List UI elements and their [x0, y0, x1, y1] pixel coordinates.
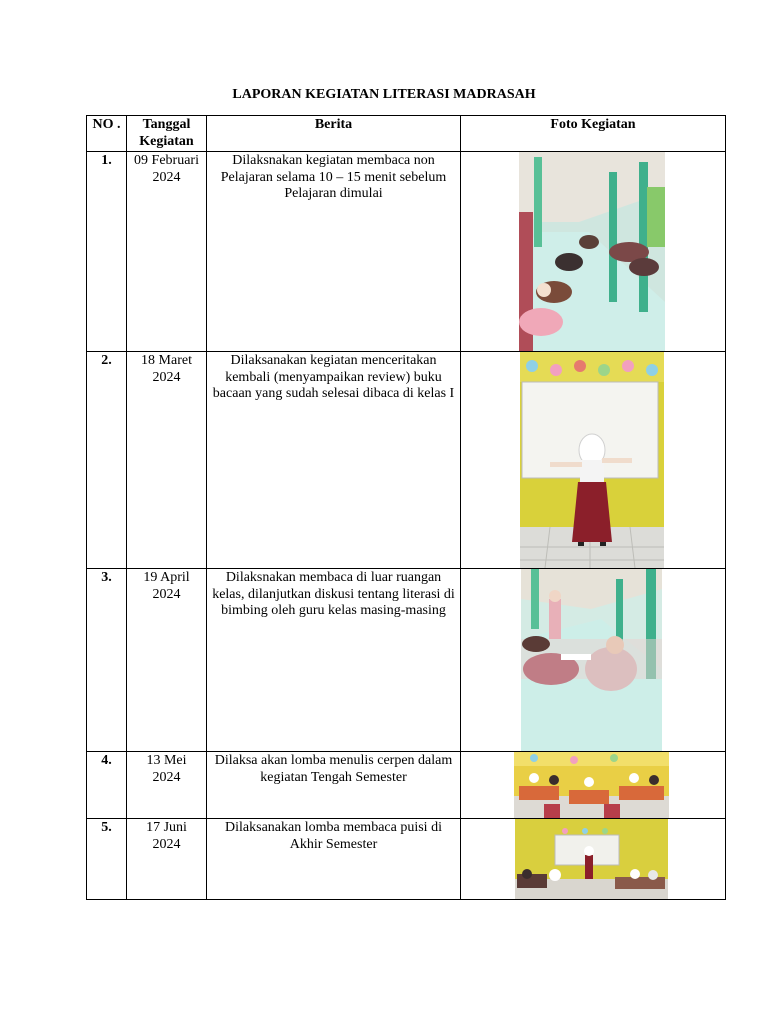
row-news: Dilaksnakan membaca di luar ruangan kelas, dilanjutkan diskusi tentang literasi di bimbing oleh guru kelas masing-masing [207, 569, 461, 752]
row-date: 09 Februari 2024 [127, 152, 207, 352]
row-photo-cell [461, 752, 726, 819]
outdoor-discussion-photo [521, 569, 662, 751]
row-photo-cell [461, 152, 726, 352]
header-row [87, 116, 726, 152]
table-row [87, 352, 726, 569]
row-number: 3. [87, 569, 127, 752]
row-date: 13 Mei 2024 [127, 752, 207, 819]
row-date: 19 April 2024 [127, 569, 207, 752]
row-number: 4. [87, 752, 127, 819]
row-news: Dilaksanakan lomba membaca puisi di Akhir Semester [207, 819, 461, 900]
student-review-photo [520, 352, 664, 568]
row-number: 5. [87, 819, 127, 900]
table-row [87, 152, 726, 352]
header-tanggal: Tanggal Kegiatan [127, 116, 207, 152]
report-table [86, 115, 726, 900]
poetry-competition-photo [515, 819, 668, 899]
row-news: Dilaksnakan kegiatan membaca non Pelajaran selama 10 – 15 menit sebelum Pelajaran dimulai [207, 152, 461, 352]
row-date: 17 Juni 2024 [127, 819, 207, 900]
table-row [87, 569, 726, 752]
page-title: LAPORAN KEGIATAN LITERASI MADRASAH [232, 87, 536, 102]
corridor-reading-photo [519, 152, 665, 351]
header-no: NO . [87, 116, 127, 152]
table-row [87, 752, 726, 819]
row-photo-cell [461, 819, 726, 900]
row-photo-cell [461, 352, 726, 569]
row-number: 2. [87, 352, 127, 569]
table-row [87, 819, 726, 900]
row-photo-cell [461, 569, 726, 752]
row-news: Dilaksanakan kegiatan menceritakan kembali (menyampaikan review) buku bacaan yang sudah selesai dibaca di kelas I [207, 352, 461, 569]
row-news: Dilaksa akan lomba menulis cerpen dalam kegiatan Tengah Semester [207, 752, 461, 819]
row-number: 1. [87, 152, 127, 352]
writing-competition-photo [514, 752, 669, 818]
header-berita: Berita [207, 116, 461, 152]
row-date: 18 Maret 2024 [127, 352, 207, 569]
header-foto: Foto Kegiatan [461, 116, 726, 152]
